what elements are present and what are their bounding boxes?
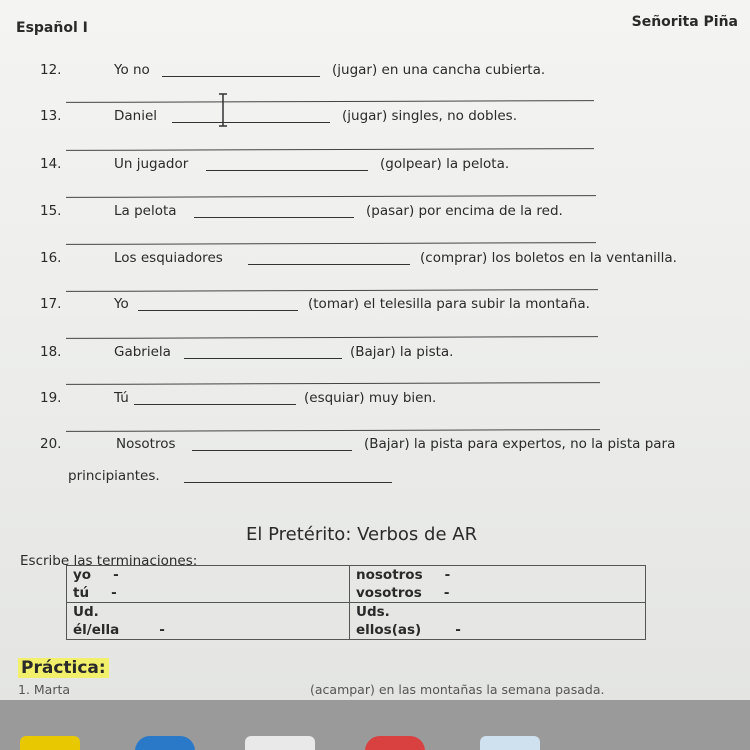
exercise-number: 13. [40,108,62,124]
course-title: Español I [16,20,88,36]
exercise-verb: (esquiar) muy bien. [304,390,437,406]
dock-bar [0,700,750,750]
mail-icon[interactable] [245,736,315,750]
exercise-continuation [0,468,750,488]
exercise-subject: Gabriela [114,344,171,360]
exercise-number: 16. [40,250,62,266]
continuation-text: principiantes. [68,468,160,484]
section-title: El Pretérito: Verbos de AR [246,524,478,545]
exercise-verb: (jugar) singles, no dobles. [342,108,517,124]
table-cell[interactable] [350,566,646,603]
table-row [67,566,646,603]
practica-heading: Práctica: [18,658,109,678]
answer-line [66,242,596,245]
answer-line [66,148,594,151]
exercise-number: 17. [40,296,62,312]
pronoun-yo: yo - [73,567,119,583]
answer-line [66,336,598,339]
answer-line [66,100,594,103]
exercise-row [0,203,750,223]
exercise-number: 20. [40,436,62,452]
exercise-subject: Daniel [114,108,158,124]
exercise-verb: (tomar) el telesilla para subir la montaña. [308,296,590,312]
notes-app-icon[interactable] [20,736,80,750]
answer-line [66,289,598,292]
exercise-verb: (pasar) por encima de la red. [366,203,563,219]
answer-line [66,382,600,385]
exercise-subject: Yo [114,296,129,312]
exercise-verb: (Bajar) la pista. [350,344,454,360]
table-cell[interactable] [350,603,646,640]
exercise-verb: (Bajar) la pista para expertos, no la pista para [364,436,676,452]
conjugation-table [66,565,646,640]
answer-line [66,429,600,432]
pronoun-tu: tú - [73,585,117,601]
exercise-row [0,390,750,410]
practica-verb: (acampar) en las montañas la semana pasada. [310,682,605,697]
maps-icon[interactable] [480,736,540,750]
exercise-verb: (golpear) la pelota. [380,156,510,172]
answer-line [66,195,596,198]
exercise-row [0,436,750,456]
music-icon[interactable] [365,736,425,750]
instruction-text: Escribe las terminaciones: [20,553,198,569]
exercise-row [0,108,750,128]
exercise-subject: Yo no [114,62,150,78]
practica-item: 1. Marta [18,682,71,697]
pronoun-uds: Uds. [356,604,390,620]
exercise-number: 14. [40,156,62,172]
exercise-row [0,344,750,364]
exercise-number: 18. [40,344,62,360]
exercise-subject: Nosotros [116,436,176,452]
pronoun-nosotros: nosotros - [356,567,451,583]
teacher-name: Señorita Piña [631,14,738,30]
exercise-number: 19. [40,390,62,406]
exercise-row [0,62,750,82]
exercise-subject: La pelota [114,203,177,219]
exercise-subject: Un jugador [114,156,189,172]
exercise-row [0,296,750,316]
safari-icon[interactable] [135,736,195,750]
pronoun-vosotros: vosotros - [356,585,450,601]
exercise-verb: (jugar) en una cancha cubierta. [332,62,546,78]
pronoun-ud: Ud. [73,604,99,620]
text-cursor-icon [218,93,228,127]
exercise-verb: (comprar) los boletos en la ventanilla. [420,250,677,266]
table-cell[interactable] [67,566,350,603]
exercise-row [0,156,750,176]
pronoun-el-ella: él/ella - [73,622,165,638]
exercise-number: 12. [40,62,62,78]
exercise-row [0,250,750,270]
exercise-number: 15. [40,203,62,219]
table-row [67,603,646,640]
exercise-subject: Los esquiadores [114,250,223,266]
pronoun-ellos: ellos(as) - [356,622,461,638]
table-cell[interactable] [67,603,350,640]
exercise-subject: Tú [114,390,129,406]
